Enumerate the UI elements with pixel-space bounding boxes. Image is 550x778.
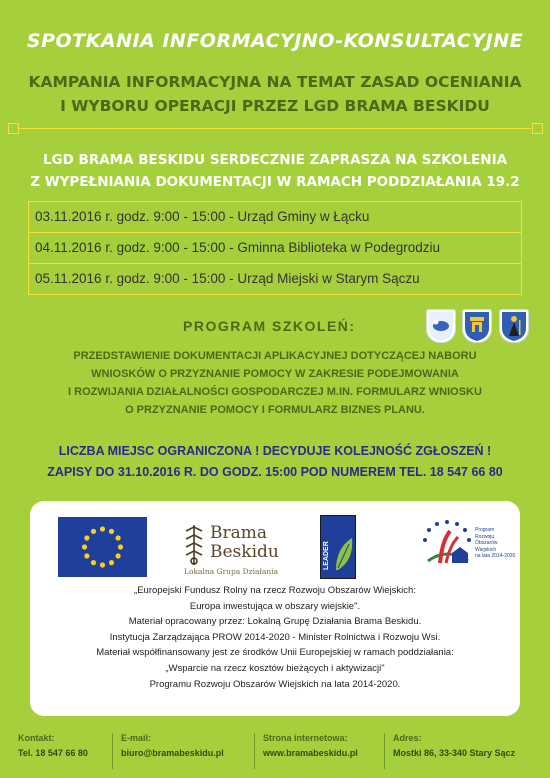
brama-logo-subtitle: Lokalna Grupa Działania [184, 567, 279, 576]
session-row: 05.11.2016 r. godz. 9:00 - 15:00 - Urząd Miejski w Starym Sączu [29, 263, 521, 295]
leader-logo-text: LEADER [323, 541, 330, 571]
prow-emblem-icon [420, 517, 474, 571]
brama-logo-line-2: Beskidu [210, 542, 279, 562]
registration-deadline: ZAPISY DO 31.10.2016 R. DO GODZ. 15:00 POD NUMEREM TEL. 18 547 66 80 [47, 465, 503, 479]
footer [0, 733, 550, 778]
footnote-line: „Europejski Fundusz Rolny na rzecz Rozwoju Obszarów Wiejskich: [134, 585, 416, 596]
prow-text-line: Obszarów [475, 540, 498, 546]
footnote-line: „Wsparcie na rzecz kosztów bieżących i aktywizacji" [165, 662, 385, 674]
footer-contact-label: Kontakt: [18, 733, 55, 743]
prow-logo-text [475, 527, 515, 560]
eu-flag-icon [58, 517, 147, 577]
page-title: SPOTKANIA INFORMACYJNO-KONSULTACYJNE [26, 30, 524, 52]
footer-address-value: Mostki 86, 33-340 Stary Sącz [393, 748, 516, 758]
divider-left-square [8, 123, 19, 134]
brama-beskidu-logo [182, 523, 282, 578]
footer-contact [18, 733, 88, 758]
program-description [0, 347, 550, 419]
prow-text-line: na lata 2014-2020 [475, 553, 516, 559]
leader-leaf-icon [334, 534, 354, 574]
footer-email-link[interactable]: biuro@bramabeskidu.pl [121, 748, 224, 758]
crest-podegrodzie-icon [462, 309, 492, 343]
footer-website-link[interactable]: www.bramabeskidu.pl [263, 748, 358, 758]
footer-email [112, 733, 224, 769]
program-line: O PRZYZNANIE POMOCY I FORMULARZ BIZNES PLANU. [125, 404, 425, 416]
footnote-line: Materiał opracowany przez: Lokalną Grupę Działania Brama Beskidu. [128, 616, 422, 628]
crest-lacko-icon [426, 309, 456, 343]
crest-stary-sacz-icon [499, 309, 529, 343]
leader-logo [320, 515, 356, 579]
footer-address [384, 733, 515, 769]
page-subtitle [0, 70, 550, 118]
subtitle-line-1: KAMPANIA INFORMACYJNA NA TEMAT ZASAD OCENIANIA [28, 73, 522, 91]
divider-right-square [532, 123, 543, 134]
program-title: PROGRAM SZKOLEŃ: [183, 318, 356, 334]
brama-ornament-icon [182, 523, 206, 567]
divider-line [19, 128, 531, 129]
prow-text-line: Program [475, 527, 495, 533]
funding-footnote [30, 583, 520, 692]
prow-text-line: Wiejskich [475, 546, 497, 553]
subtitle-line-2: I WYBORU OPERACJI PRZEZ LGD BRAMA BESKIDU [60, 97, 490, 115]
invitation-line-1: LGD BRAMA BESKIDU SERDECZNIE ZAPRASZA NA SZKOLENIA [42, 152, 508, 168]
program-line: PRZEDSTAWIENIE DOKUMENTACJI APLIKACYJNEJ DOTYCZĄCEJ NABORU [73, 350, 477, 362]
program-line: WNIOSKÓW O PRZYZNANIE POMOCY W ZAKRESIE PODEJMOWANIA [91, 368, 459, 380]
registration-notice [0, 441, 550, 483]
prow-text-line: Rozwoju [475, 533, 495, 540]
invitation-line-2: Z WYPEŁNIANIA DOKUMENTACJI W RAMACH PODDZIAŁANIA 19.2 [30, 174, 520, 190]
footnote-line: Instytucja Zarządzająca PROW 2014-2020 - Minister Rolnictwa i Rozwoju Wsi. [109, 631, 441, 643]
prow-logo [420, 517, 516, 575]
footer-phone: Tel. 18 547 66 80 [18, 748, 88, 758]
limited-seats-notice: LICZBA MIEJSC OGRANICZONA ! DECYDUJE KOLEJNOŚĆ ZGŁOSZEŃ ! [58, 444, 492, 458]
footer-website [254, 733, 358, 769]
invitation-text [0, 149, 550, 193]
brama-logo-line-1: Brama [210, 523, 268, 543]
program-line: I ROZWIJANIA DZIAŁALNOŚCI GOSPODARCZEJ M.IN. FORMULARZ WNIOSKU [68, 386, 482, 398]
footnote-line: Programu Rozwoju Obszarów Wiejskich na lata 2014-2020. [149, 678, 401, 690]
session-row: 03.11.2016 r. godz. 9:00 - 15:00 - Urząd Gminy w Łącku [29, 201, 521, 232]
footnote-line: Europa inwestująca w obszary wiejskie". [189, 600, 361, 612]
footer-email-label: E-mail: [121, 733, 152, 743]
footer-website-label: Strona internetowa: [263, 733, 348, 743]
session-row: 04.11.2016 r. godz. 9:00 - 15:00 - Gminna Biblioteka w Podegrodziu [29, 232, 521, 263]
footnote-line: Materiał współfinansowany jest ze środków Unii Europejskiej w ramach poddziałania: [96, 647, 454, 659]
footer-address-label: Adres: [393, 733, 422, 743]
session-schedule [28, 201, 522, 295]
